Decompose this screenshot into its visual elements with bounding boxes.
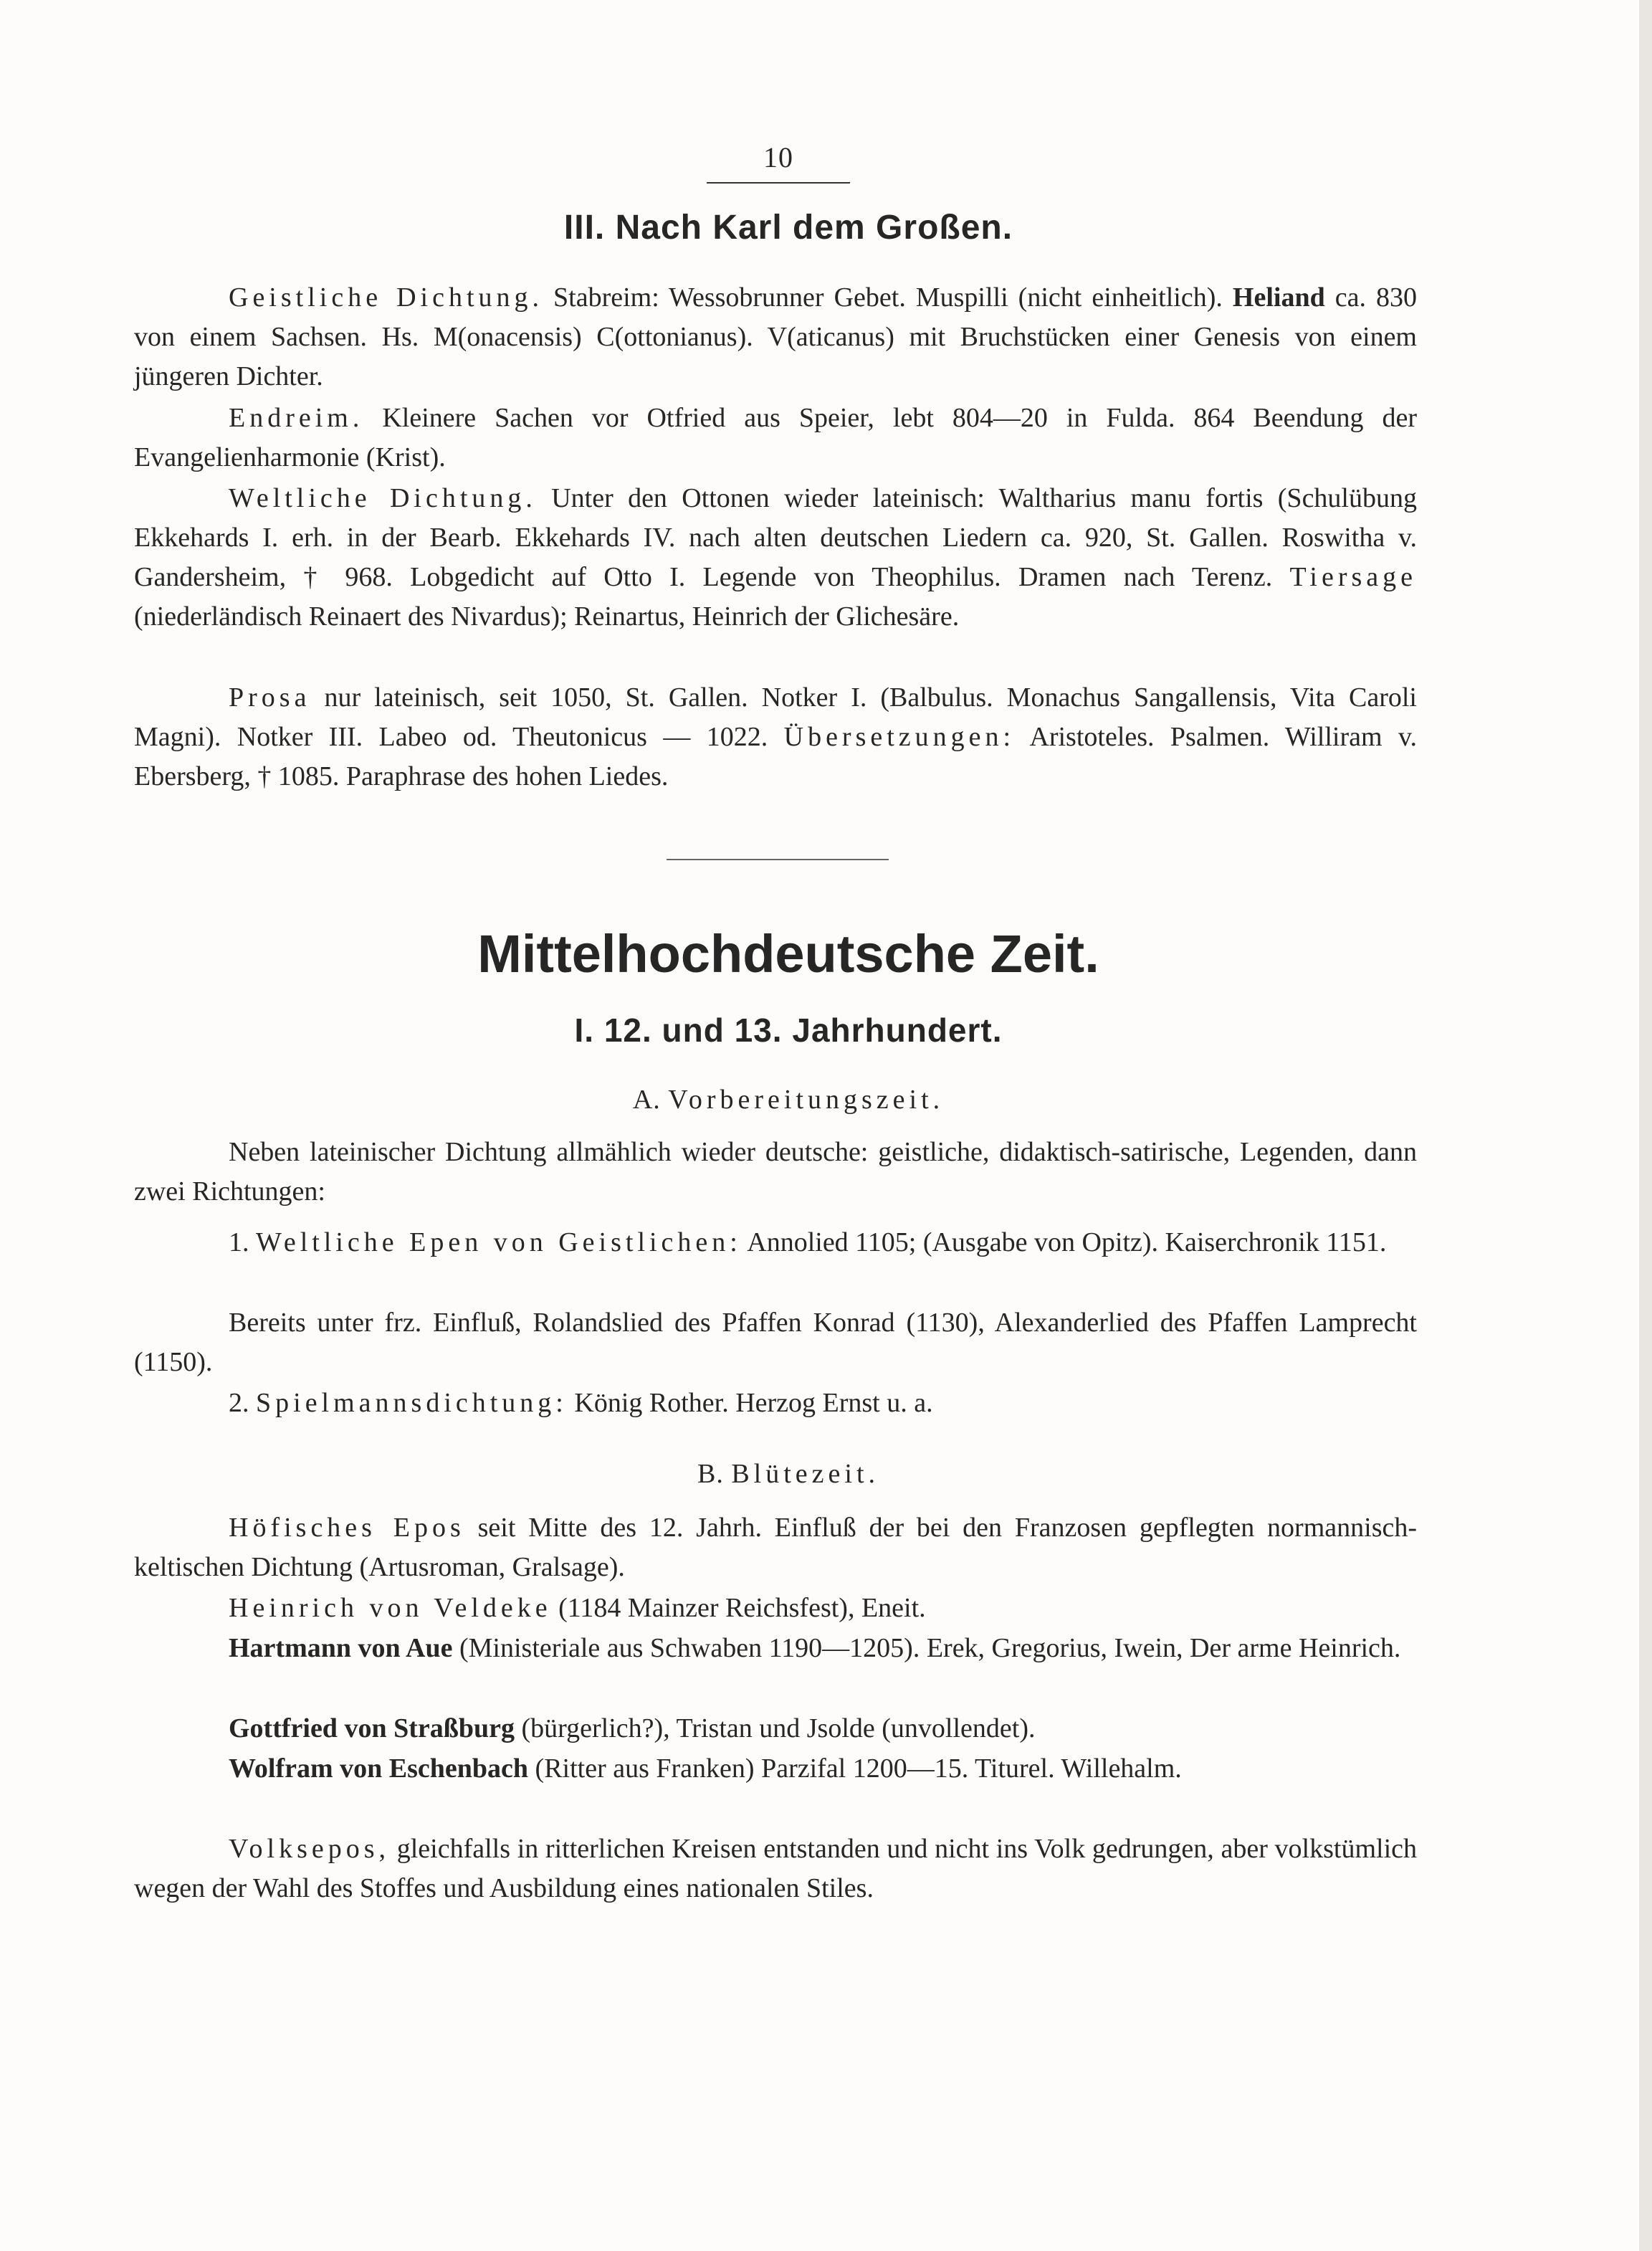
paragraph-spielmannsdichtung <box>134 1384 1417 1423</box>
paragraph-neben-lateinischer: Neben lateinischer Dichtung allmählich wieder deutsche: geistliche, didaktisch-satirische, Legenden, dann zwei Richtungen: <box>134 1137 1417 1207</box>
name-hartmann-von-aue: Hartmann von Aue <box>229 1633 453 1663</box>
paragraph-rolandslied: Bereits unter frz. Einfluß, Rolandslied des Pfaffen Konrad (1130), Alexanderlied des Pfaffen Lamprecht (1150). <box>134 1308 1417 1377</box>
paragraph-veldeke <box>134 1589 1417 1628</box>
paragraph-hoefisches-epos <box>134 1508 1417 1587</box>
term-tiersage: Tiersage <box>1289 562 1417 592</box>
text: Unter den Ottonen wieder lateinisch: Waltharius manu fortis (Schulübung Ekkehards I. erh. in der Bearb. Ekkehards IV. nach alten deutschen Liedern ca. 920, St. Gallen. Roswitha v. Gandersheim, † 968. Lobgedicht auf Otto I. Legende von Theophilus. Dramen nach Terenz. <box>134 483 1417 592</box>
paragraph-prosa <box>134 678 1417 796</box>
page-number-rule <box>707 182 850 184</box>
text: (Ministeriale aus Schwaben 1190—1205). Erek, Gregorius, Iwein, Der arme Heinrich. <box>452 1633 1401 1663</box>
term-prosa: Prosa <box>229 682 311 713</box>
paragraph-wolfram <box>134 1749 1417 1789</box>
paragraph-hartmann <box>134 1629 1417 1668</box>
page-number: 10 <box>763 141 793 173</box>
subheading-title: Blütezeit. <box>731 1459 880 1489</box>
paragraph-weltliche-dichtung <box>134 479 1417 637</box>
text: (bürgerlich?), Tristan und Jsolde (unvollendet). <box>515 1713 1036 1743</box>
text: gleichfalls in ritterlichen Kreisen entstanden und nicht ins Volk gedrungen, aber volkstümlich wegen der Wahl des Stoffes und Ausbildung eines nationalen Stiles. <box>134 1834 1417 1903</box>
paragraph-volksepos <box>134 1829 1417 1908</box>
paragraph-gottfried <box>134 1709 1417 1748</box>
term-spielmannsdichtung: Spielmannsdichtung: <box>256 1388 568 1418</box>
text: (niederländisch Reinaert des Nivardus); Reinartus, Heinrich der Glichesäre. <box>134 601 960 632</box>
page-edge-shadow <box>1639 0 1652 2251</box>
section-separator <box>667 859 889 860</box>
text: Kleinere Sachen vor Otfried aus Speier, lebt 804—20 in Fulda. 864 Beendung der Evangelienharmonie (Krist). <box>134 403 1417 472</box>
section-heading-nach-karl: III. Nach Karl dem Großen. <box>563 209 1013 247</box>
paragraph-geistliche-dichtung <box>134 278 1417 396</box>
text: (1184 Mainzer Reichsfest), Eneit. <box>551 1593 926 1623</box>
term-hoefisches-epos: Höfisches Epos <box>229 1513 465 1543</box>
text: seit Mitte des 12. Jahrh. Einfluß der bei den Franzosen gepflegten normannisch-keltischen Dichtung (Artusroman, Gralsage). <box>134 1513 1418 1582</box>
name-gottfried-von-strassburg: Gottfried von Straßburg <box>229 1713 515 1743</box>
name-wolfram-von-eschenbach: Wolfram von Eschenbach <box>229 1753 529 1784</box>
text: nur lateinisch, seit 1050, St. Gallen. Notker I. (Balbulus. Monachus Sangallensis, Vita Caroli Magni). Notker III. Labeo od. Theutonicus — 1022. <box>134 682 1417 752</box>
term-heliand: Heliand <box>1232 282 1325 313</box>
term-weltliche-epen: Weltliche Epen von Geistlichen: <box>256 1227 742 1257</box>
term-uebersetzungen: Übersetzungen: <box>783 722 1016 752</box>
main-heading-mittelhochdeutsche-zeit: Mittelhochdeutsche Zeit. <box>477 924 1099 984</box>
text: (Ritter aus Franken) Parzifal 1200—15. Titurel. Willehalm. <box>528 1753 1182 1784</box>
text: Stabreim: Wessobrunner Gebet. Muspilli (nicht einheitlich). <box>543 282 1233 313</box>
text: König Rother. Herzog Ernst u. a. <box>567 1388 933 1418</box>
subheading-letter: A. <box>632 1085 669 1115</box>
text: Aristoteles. Psalmen. Williram v. Ebersberg, † 1085. Paraphrase des hohen Liedes. <box>134 722 1417 791</box>
text: ca. 830 von einem Sachsen. Hs. M(onacensis) C(ottonianus). V(aticanus) mit Bruchstücken einer Genesis von einem jüngeren Dichter. <box>134 282 1417 391</box>
text: Annolied 1105; (Ausgabe von Opitz). Kaiserchronik 1151. <box>741 1227 1387 1257</box>
subheading-vorbereitungszeit <box>129 1084 1448 1115</box>
subheading-letter: B. <box>697 1459 732 1489</box>
list-number: 2. <box>229 1388 256 1418</box>
list-number: 1. <box>229 1227 256 1257</box>
paragraph-endreim <box>134 399 1417 477</box>
paragraph-weltliche-epen <box>134 1223 1417 1262</box>
term-volksepos: Volksepos, <box>229 1834 391 1864</box>
subheading-title: Vorbereitungszeit. <box>668 1085 945 1115</box>
term-heinrich-von-veldeke: Heinrich von Veldeke <box>229 1593 552 1623</box>
term-endreim: Endreim. <box>229 403 364 433</box>
term-weltliche-dichtung: Weltliche Dichtung. <box>229 483 537 513</box>
section-heading-jahrhundert: I. 12. und 13. Jahrhundert. <box>574 1012 1003 1049</box>
subheading-bluetezeit <box>129 1458 1448 1490</box>
term-geistliche-dichtung: Geistliche Dichtung. <box>229 282 544 313</box>
